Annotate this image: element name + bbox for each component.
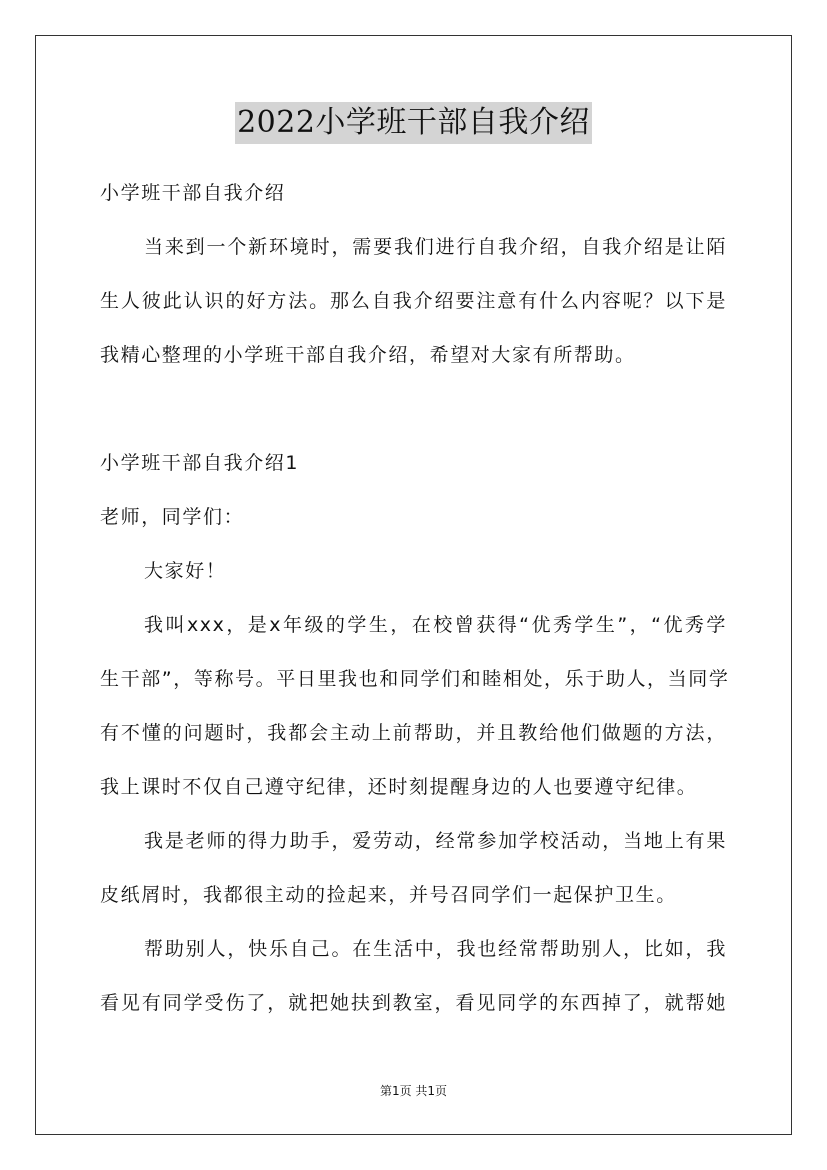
para3-line-1: 帮助别人，快乐自己。在生活中，我也经常帮助别人，比如，我 [144, 938, 727, 960]
section-heading: 小学班干部自我介绍1 [100, 452, 300, 474]
greeting: 大家好！ [144, 560, 227, 582]
para1-line-1: 我叫xxx，是x年级的学生，在校曾获得“优秀学生”，“优秀学 [144, 614, 727, 636]
para2-line-1: 我是老师的得力助手，爱劳动，经常参加学校活动，当地上有果 [144, 830, 727, 852]
document-title: 2022小学班干部自我介绍 [235, 102, 592, 144]
intro-line-3: 我精心整理的小学班干部自我介绍，希望对大家有所帮助。 [100, 344, 636, 366]
intro-line-1: 当来到一个新环境时，需要我们进行自我介绍，自我介绍是让陌 [144, 236, 727, 258]
para3-line-2: 看见有同学受伤了，就把她扶到教室，看见同学的东西掉了，就帮她 [100, 992, 727, 1014]
para1-line-3: 有不懂的问题时，我都会主动上前帮助，并且教给他们做题的方法， [100, 722, 727, 744]
page-footer: 第1页 共1页 [379, 1084, 448, 1098]
para1-line-4: 我上课时不仅自己遵守纪律，还时刻提醒身边的人也要遵守纪律。 [100, 776, 698, 798]
document-subtitle: 小学班干部自我介绍 [100, 182, 286, 204]
title-container [0, 102, 827, 144]
para1-line-2: 生干部”，等称号。平日里我也和同学们和睦相处，乐于助人，当同学 [100, 668, 730, 690]
salutation: 老师，同学们： [100, 506, 245, 528]
intro-line-2: 生人彼此认识的好方法。那么自我介绍要注意有什么内容呢？以下是 [100, 290, 727, 312]
para2-line-2: 皮纸屑时，我都很主动的捡起来，并号召同学们一起保护卫生。 [100, 884, 677, 906]
